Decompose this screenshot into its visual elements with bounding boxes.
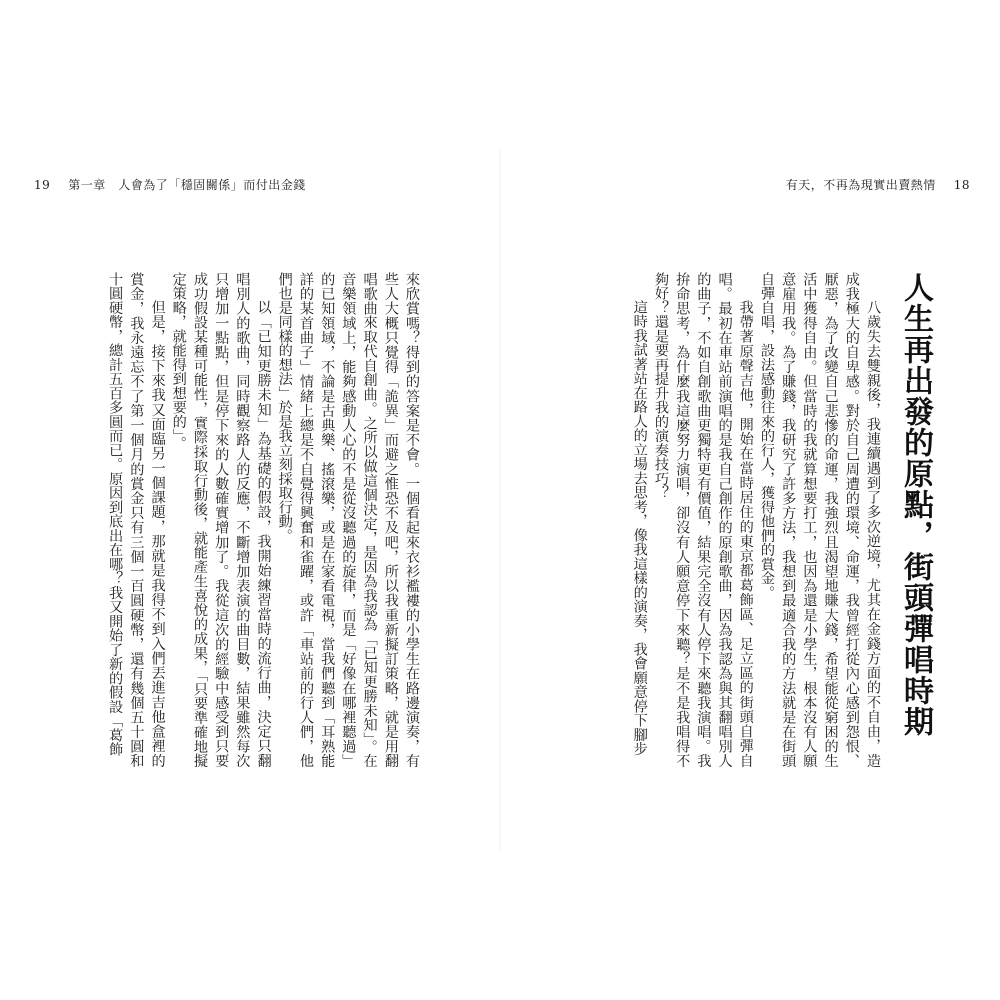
right-page-body <box>498 272 883 768</box>
paragraph: 八歲失去雙親後，我連續遇到了多次逆境，尤其在金錢方面的不自由，造成我極大的自卑感。對於自己周遭的環境、命運，我曾經打從內心感到怨恨、厭惡，為了改變自己悲慘的命運，我強烈且渴望地賺大錢，希望能從窮困的生活中獲得自由。但當時的我就算想要打工，也因為還是小學生，根本沒有人願意雇用我。為了賺錢，我研究了許多方法，我想到最適合我的方法就是在街頭自彈自唱，設法感動往來的行人，獲得他們的賞金。 <box>758 272 881 768</box>
right-header-title: 有天，不再為現實出賣熱情 <box>785 178 936 192</box>
paragraph: 以「已知更勝未知」為基礎的假設，我開始練習當時的流行曲，決定只翻唱別人的歌曲，同時觀察路人的反應，不斷增加表演的曲目數，結果雖然每次只增加一點點，但是停下來的人數確實增加了。我從這次的經驗中感受到只要成功假設某種可能性，實際採取行動後，就能產生喜悅的成果，「只要準確地擬定策略，就能得到想要的」。 <box>170 272 272 768</box>
right-page-number: 18 <box>953 178 970 192</box>
left-running-header <box>34 178 306 192</box>
paragraph: 來欣賞嗎？得到的答案是不會。一個看起來衣衫襤褸的小學生在路邊演奏，有些人大概只覺得「詭異」而避之惟恐不及吧，所以我重新擬訂策略，就是用翻唱歌曲來取代自創曲。之所以做這個決定，是因為我認為「已知更勝未知」。在音樂領域上，能夠感動人心的不是從沒聽過的旋律，而是「好像在哪裡聽過」的已知領域，不論是古典樂、搖滾樂，或是在家看電視，當我們聽到「耳熟能詳的某首曲子」情緒上總是不自覺得興奮和雀躍，或許「車站前的行人們，他們也是同樣的想法」於是我立刻採取行動。 <box>276 272 420 768</box>
left-page-number: 19 <box>34 178 51 192</box>
paragraph: 但是，接下來我又面臨另一個課題，那就是我得不到入們丟進吉他盒裡的賞金，我永遠忘不了第一個月的賞金只有三個一百圓硬幣，還有幾個五十圓和十圓硬幣，總計五百多圓而已。原因到底出在哪？我又開始了新的假設「葛飾 <box>107 272 166 768</box>
paragraph: 我帶著原聲吉他，開始在當時居住的東京都葛飾區、足立區的街頭自彈自唱。最初在車站前演唱的是我自己創作的原創歌曲，因為我認為與其翻唱別人的曲子，不如自創歌曲更獨特更有價值，結果完全沒有人停下來聽我演唱。我拚命思考，為什麼我這麼努力演唱，卻沒有人願意停下來聽？是不是我唱得不夠好？還是要再提升我的演奏技巧？ <box>652 272 754 768</box>
left-page-body <box>22 272 422 768</box>
left-header-title: 第一章 人會為了「穩固關係」而付出金錢 <box>68 178 306 192</box>
right-running-header <box>786 178 970 192</box>
paragraph: 這時我試著站在路人的立場去思考，像我這樣的演奏，我會願意停下腳步 <box>631 300 648 757</box>
section-title: 人生再出發的原點，街頭彈唱時期 <box>898 272 933 737</box>
